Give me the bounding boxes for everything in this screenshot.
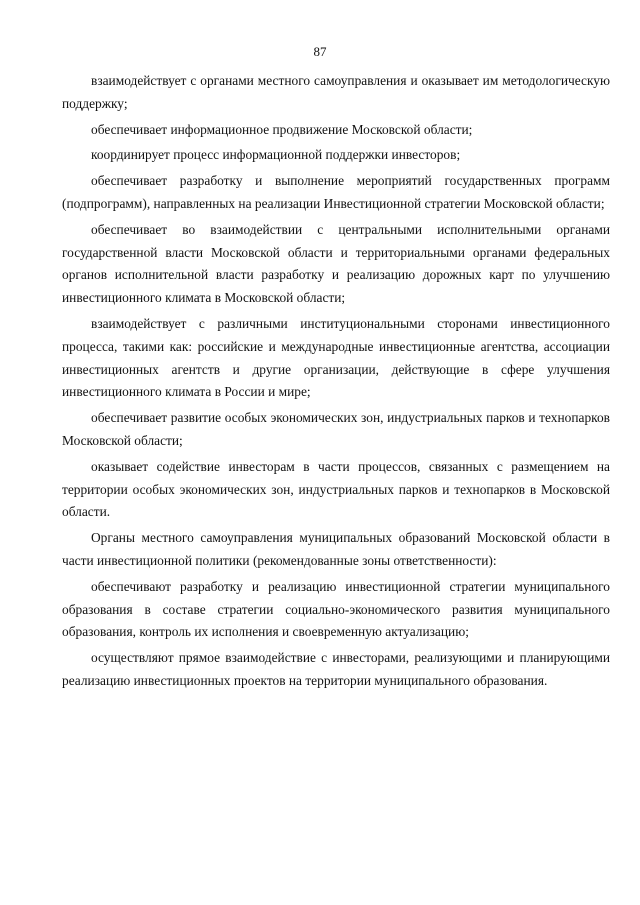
- paragraph-special-economic-zones: обеспечивает развитие особых экономических зон, индустриальных парков и технопарков Московской области;: [62, 410, 610, 448]
- paragraph-investor-support-coordination: координирует процесс информационной поддержки инвесторов;: [91, 147, 461, 163]
- paragraph-information-promotion: обеспечивает информационное продвижение Московской области;: [91, 121, 473, 137]
- paragraph-interaction-local-government: взаимодействует с органами местного самоуправления и оказывает им методологическую поддержку;: [62, 73, 610, 111]
- paragraph-institutional-parties: взаимодействует с различными институциональными сторонами инвестиционного процесса, такими как: российские и международные инвестиционные агентства, ассоциации инвестиционных агентств и другие организации, действующие в сфере улучшения инвестиционного климата в России и мире;: [62, 315, 610, 400]
- paragraph-state-programs: обеспечивает разработку и выполнение мероприятий государственных программ (подпрограмм), направленных на реализации Инвестиционной стратегии Московской области;: [62, 173, 610, 211]
- page-number: 87: [313, 44, 327, 59]
- paragraph-municipal-bodies: Органы местного самоуправления муниципальных образований Московской области в части инвестиционной политики (рекомендованные зоны ответственности):: [62, 530, 610, 568]
- paragraph-direct-interaction: осуществляют прямое взаимодействие с инвесторами, реализующими и планирующими реализацию инвестиционных проектов на территории муниципального образования.: [62, 650, 610, 688]
- paragraph-investor-assistance: оказывает содействие инвесторам в части процессов, связанных с размещением на территории особых экономических зон, индустриальных парков и технопарков в Московской области.: [62, 458, 610, 520]
- paragraph-municipal-strategy: обеспечивают разработку и реализацию инвестиционной стратегии муниципального образования в составе стратегии социально-экономического развития муниципального образования, контроль их исполнения и своевременную актуализацию;: [62, 578, 610, 640]
- document-body: [62, 70, 610, 696]
- paragraph-roadmaps: обеспечивает во взаимодействии с центральными исполнительными органами государственной власти Московской области и территориальными органами федеральных органов исполнительной власти разработку и реализацию дорожных карт по улучшению инвестиционного климата в Московской области;: [62, 221, 610, 306]
